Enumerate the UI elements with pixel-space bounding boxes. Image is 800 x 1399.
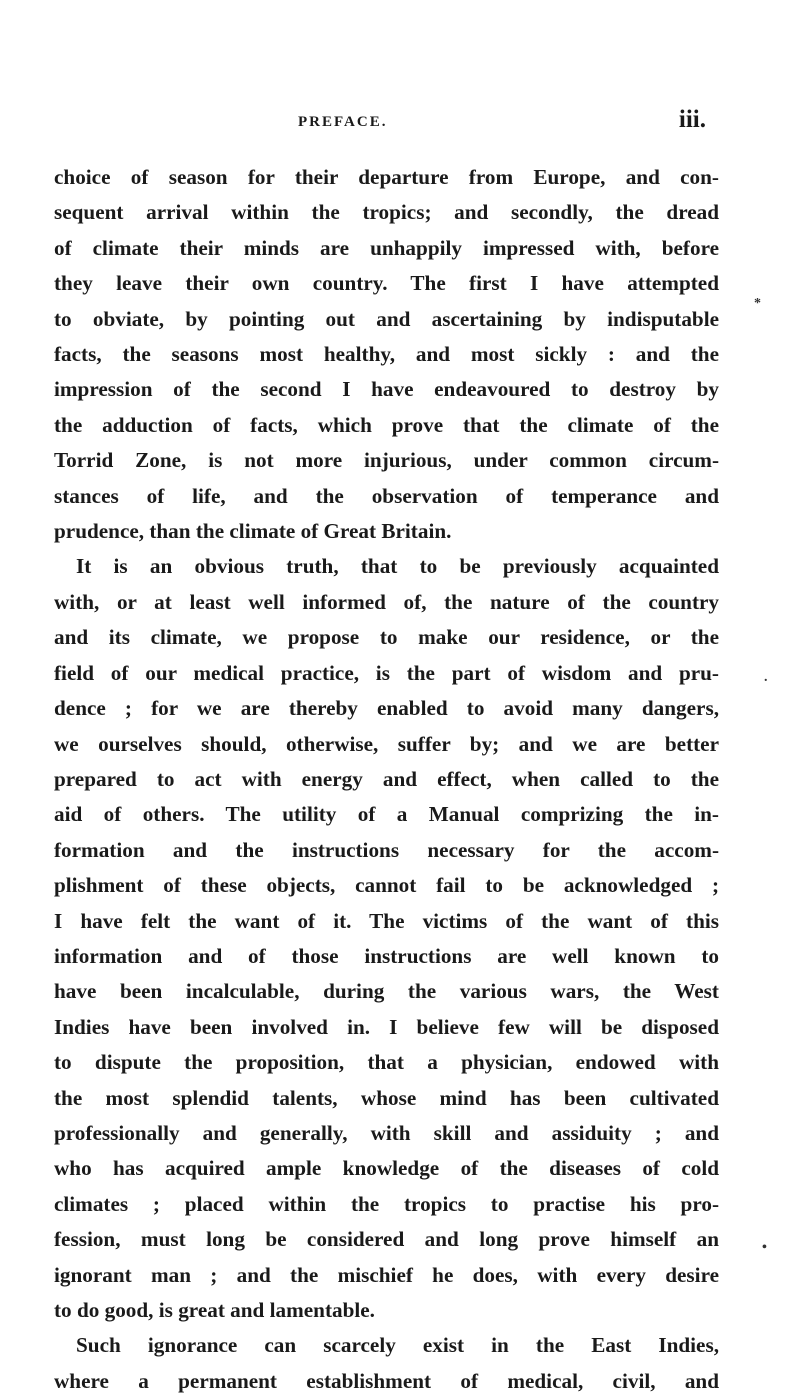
text-line: formation and the instructions necessary for the accom- [54,837,719,862]
page-number: iii. [678,106,706,133]
text-line: have been incalculable, during the various wars, the West [54,979,719,1004]
text-line: choice of season for their departure from Europe, and con- [54,165,719,189]
margin-mark: * [754,296,761,311]
text-line: who has acquired ample knowledge of the diseases of cold [54,1156,719,1181]
text-line: facts, the seasons most healthy, and most sickly : and the [54,342,719,367]
text-line: impression of the second I have endeavoured to destroy by [54,377,719,402]
text-line: with, or at least well informed of, the nature of the country [54,589,719,614]
text-line: Torrid Zone, is not more injurious, under common circum- [54,448,719,473]
body-text [54,160,719,1399]
text-line: sequent arrival within the tropics; and secondly, the dread [54,200,719,225]
margin-mark: . [764,670,768,685]
text-line: field of our medical practice, is the part of wisdom and pru- [54,660,719,685]
text-line: Indies have been involved in. I believe few will be disposed [54,1014,719,1039]
paragraph-1 [54,160,719,549]
paragraph-3 [54,1328,719,1399]
running-head [54,106,716,146]
text-line: we ourselves should, otherwise, suffer by; and we are better [54,731,719,756]
text-line: ignorant man ; and the mischief he does, with every desire [54,1262,719,1287]
text-line: to do good, is great and lamentable. [54,1298,375,1322]
text-line: climates ; placed within the tropics to practise his pro- [54,1191,719,1216]
text-line: the most splendid talents, whose mind has been cultivated [54,1085,719,1110]
text-line: the adduction of facts, which prove that the climate of the [54,412,719,437]
running-title: PREFACE. [298,114,388,130]
text-line: they leave their own country. The first I have attempted [54,271,719,296]
text-line: information and of those instructions are well known to [54,943,719,968]
text-line: professionally and generally, with skill and assiduity ; and [54,1120,719,1145]
text-line: of climate their minds are unhappily impressed with, before [54,235,719,260]
text-line: It is an obvious truth, that to be previously acquainted [76,554,719,579]
paragraph-2 [54,549,719,1328]
text-line: prudence, than the climate of Great Britain. [54,519,452,544]
text-line: stances of life, and the observation of temperance and [54,483,719,508]
text-line: plishment of these objects, cannot fail to be acknowledged ; [54,873,719,898]
text-line: fession, must long be considered and long prove himself an [54,1227,719,1252]
text-line: to obviate, by pointing out and ascertaining by indisputable [54,306,719,331]
text-line: aid of others. The utility of a Manual comprizing the in- [54,802,719,827]
text-line: to dispute the proposition, that a physician, endowed with [54,1050,719,1075]
text-line: dence ; for we are thereby enabled to avoid many dangers, [54,696,719,721]
text-line: Such ignorance can scarcely exist in the East Indies, [76,1333,719,1358]
text-line: prepared to act with energy and effect, when called to the [54,766,719,791]
text-line: I have felt the want of it. The victims of the want of this [54,908,719,933]
margin-mark: • [762,1240,767,1255]
text-line: where a permanent establishment of medical, civil, and [54,1368,719,1393]
text-line: and its climate, we propose to make our residence, or the [54,625,719,650]
